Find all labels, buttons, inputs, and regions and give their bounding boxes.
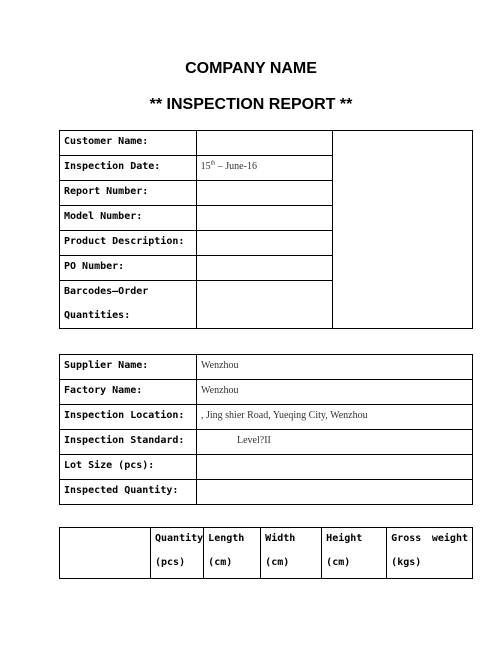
table-row: [60, 430, 473, 455]
product-description-field[interactable]: [196, 231, 332, 256]
po-number-label: PO Number:: [60, 256, 197, 281]
supplier-name-field[interactable]: Wenzhou: [197, 355, 473, 380]
length-header: Length (cm): [204, 528, 261, 579]
gross-weight-header: Gross weight (kgs): [387, 528, 473, 579]
inspection-date-field[interactable]: 15th – June-16: [196, 156, 332, 181]
lot-size-field[interactable]: [197, 455, 473, 480]
order-info-table: [59, 130, 473, 329]
height-header: Height (cm): [322, 528, 387, 579]
table-row: [60, 355, 473, 380]
report-title: ** INSPECTION REPORT **: [149, 96, 353, 113]
quantity-header: Quantity (pcs): [151, 528, 204, 579]
barcodes-label: Barcodes—Order Quantities:: [60, 281, 197, 329]
factory-name-field[interactable]: Wenzhou: [197, 380, 473, 405]
model-number-label: Model Number:: [60, 206, 197, 231]
photo-area: [332, 131, 472, 329]
supplier-name-label: Supplier Name:: [60, 355, 197, 380]
barcodes-field[interactable]: [196, 281, 332, 329]
table-row: [60, 455, 473, 480]
factory-name-label: Factory Name:: [60, 380, 197, 405]
lot-size-label: Lot Size (pcs):: [60, 455, 197, 480]
report-number-field[interactable]: [196, 181, 332, 206]
inspected-quantity-label: Inspected Quantity:: [60, 480, 197, 505]
inspection-location-field[interactable]: , Jing shier Road, Yueqing City, Wenzhou: [197, 405, 473, 430]
product-description-label: Product Description:: [60, 231, 197, 256]
table-row: [60, 380, 473, 405]
model-number-field[interactable]: [196, 206, 332, 231]
supplier-info-table: [59, 354, 473, 505]
inspection-location-label: Inspection Location:: [60, 405, 197, 430]
company-name: COMPANY NAME: [185, 60, 317, 77]
inspected-quantity-field[interactable]: [197, 480, 473, 505]
packing-table: [59, 527, 473, 579]
inspection-standard-label: Inspection Standard:: [60, 430, 197, 455]
customer-name-label: Customer Name:: [60, 131, 197, 156]
inspection-date-label: Inspection Date:: [60, 156, 197, 181]
po-number-field[interactable]: [196, 256, 332, 281]
table-row: [60, 405, 473, 430]
table-row: [60, 131, 473, 156]
table-row: [60, 480, 473, 505]
table-row: [60, 528, 473, 579]
inspection-standard-field[interactable]: Level?II: [197, 430, 473, 455]
width-header: Width (cm): [261, 528, 322, 579]
report-number-label: Report Number:: [60, 181, 197, 206]
customer-name-field[interactable]: [196, 131, 332, 156]
packing-blank-header: [60, 528, 151, 579]
